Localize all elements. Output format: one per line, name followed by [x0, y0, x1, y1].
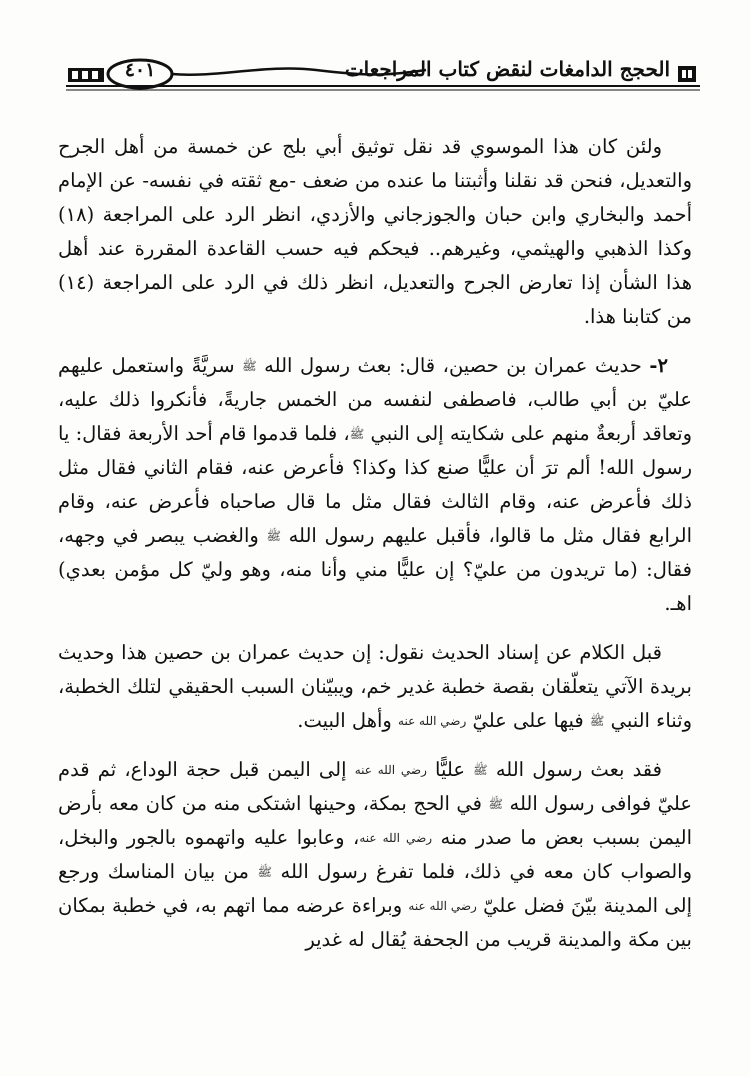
paragraph-3: [58, 636, 692, 738]
text-run: عليًّا: [426, 758, 474, 781]
salla-symbol-icon: ﷺ: [257, 865, 272, 879]
salla-symbol-icon: ﷺ: [242, 359, 257, 373]
salla-symbol-icon: ﷺ: [349, 427, 365, 441]
radi-symbol-icon: رضي الله عنه: [354, 763, 427, 777]
running-title: الحجج الدامغات لنقض كتاب المراجعات: [344, 57, 670, 81]
text-run: ، وعابوا عليه واتهموه بالجور والبخل، والصواب كان معه في ذلك، فلما تفرغ رسول الله: [58, 826, 693, 883]
text-run: إلى اليمن قبل حجة الوداع، ثم قدم عليّ فوافى رسول الله: [58, 758, 692, 815]
paragraph-4: [58, 753, 692, 957]
salla-symbol-icon: ﷺ: [488, 797, 503, 811]
text-run: فقد بعث رسول الله: [487, 758, 662, 781]
radi-symbol-icon: رضي الله عنه: [408, 899, 477, 913]
page-number: ٤٠١: [124, 59, 156, 81]
salla-symbol-icon: ﷺ: [266, 529, 281, 543]
text-run: وأهل البيت.: [297, 709, 399, 732]
text-run: حديث عمران بن حصين، قال: بعث رسول الله: [256, 354, 642, 377]
radi-symbol-icon: رضي الله عنه: [359, 831, 433, 845]
text-run: ولئن كان هذا الموسوي قد نقل توثيق أبي بلج عن خمسة من أهل الجرح والتعديل، فنحن قد نقلنا وأثبتنا ما عنده من ضعف -مع ثقته في نفسه- عن الإمام أحمد والبخاري وابن حبان والجوزجاني والأزدي، انظر الرد على المراجعة (١٨) وكذا الذهبي والهيثمي، وغيرهم.. فيحكم فيه حسب القاعدة المقررة عند أهل هذا الشأن إذا تعارض الجرح والتعديل، انظر ذلك في الرد على المراجعة (١٤) من كتابنا هذا.: [58, 135, 692, 328]
main-text: [58, 130, 692, 972]
salla-symbol-icon: ﷺ: [473, 763, 488, 777]
text-run: ، فلما قدموا قام أحد الأربعة فقال: يا رسول الله! ألم ترَ أن عليًّا صنع كذا وكذا؟ فأعرض عنه، فقام الثاني فقال مثل ذلك فأعرض عنه، وقام الثالث فقال مثل ما قال صاحباه فأعرض عنه، وقام الرابع فقال مثل ما قالوا، فأقبل عليهم رسول الله: [58, 422, 692, 547]
item-number: ٢-: [649, 354, 668, 377]
paragraph-1: [58, 130, 692, 334]
radi-symbol-icon: رضي الله عنه: [398, 714, 467, 728]
text-run: في الحج بمكة، وحينها اشتكى منه من كان معه بأرض اليمن بسبب بعض ما صدر منه: [58, 792, 693, 849]
text-run: وبراءة عرضه مما اتهم به، في خطبة بمكان بين مكة والمدينة قريب من الجحفة يُقال له غدير: [58, 894, 692, 951]
text-run: والغضب يبصر في وجهه، فقال: (ما تريدون من عليّ؟ إن عليًّا مني وأنا منه، وهو وليّ كل مؤمن بعدي) اهـ.: [58, 524, 692, 615]
text-run: قبل الكلام عن إسناد الحديث نقول: إن حديث عمران بن حصين هذا وحديث بريدة الآتي يتعلّقان بقصة خطبة غدير خم، ويبيّنان السبب الحقيقي لتلك الخطبة، وثناء النبي: [58, 641, 692, 732]
text-run: فيها على عليّ: [466, 709, 590, 732]
page-header: [66, 48, 700, 96]
salla-symbol-icon: ﷺ: [589, 714, 605, 728]
text-run: سريَّةً واستعمل عليهم عليّ بن أبي طالب، فاصطفى لنفسه من الخمس جاريةً، فأنكروا ذلك عليه، وتعاقد أربعةٌ منهم على شكايته إلى النبي: [58, 354, 692, 445]
text-run: من بيان المناسك ورجع إلى المدينة بيّنَ فضل عليّ: [58, 860, 692, 917]
paragraph-2: [58, 349, 692, 621]
